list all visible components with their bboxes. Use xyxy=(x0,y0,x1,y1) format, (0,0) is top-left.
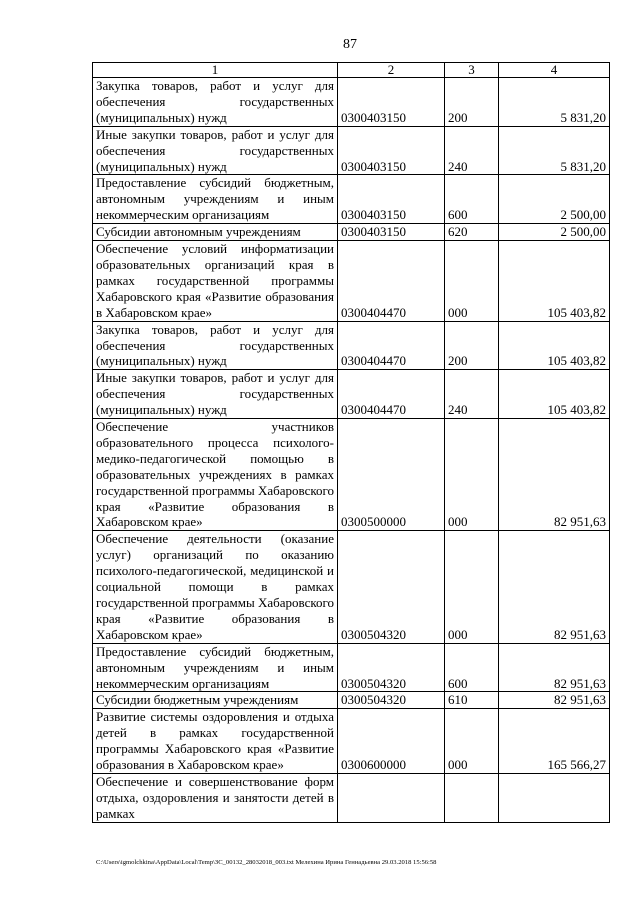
row-name-cell: Субсидии бюджетным учреждениям xyxy=(93,692,338,709)
table-row xyxy=(93,78,610,127)
table-row xyxy=(93,419,610,531)
row-amount-cell: 82 951,63 xyxy=(499,643,610,692)
row-code-cell: 0300504320 xyxy=(338,643,445,692)
row-name-cell: Развитие системы оздоровления и отдыха детей в рамках государственной программы Хабаровского края «Развитие образования в Хабаровском крае» xyxy=(93,709,338,774)
row-amount-cell: 105 403,82 xyxy=(499,321,610,370)
row-code-cell: 0300504320 xyxy=(338,531,445,643)
row-kind-cell xyxy=(445,773,499,822)
budget-table xyxy=(92,62,610,823)
row-amount-cell: 2 500,00 xyxy=(499,175,610,224)
row-code-cell: 0300600000 xyxy=(338,709,445,774)
row-amount-cell: 5 831,20 xyxy=(499,126,610,175)
table-row xyxy=(93,370,610,419)
row-kind-cell: 000 xyxy=(445,419,499,531)
row-kind-cell: 610 xyxy=(445,692,499,709)
table-row xyxy=(93,126,610,175)
row-amount-cell: 105 403,82 xyxy=(499,241,610,322)
row-code-cell: 0300500000 xyxy=(338,419,445,531)
row-name-cell: Предоставление субсидий бюджетным, автономным учреждениям и иным некоммерческим организациям xyxy=(93,643,338,692)
table-row xyxy=(93,692,610,709)
table-row xyxy=(93,321,610,370)
row-kind-cell: 240 xyxy=(445,126,499,175)
page-number: 87 xyxy=(343,37,357,52)
row-code-cell: 0300403150 xyxy=(338,175,445,224)
table-row xyxy=(93,241,610,322)
row-kind-cell: 620 xyxy=(445,224,499,241)
row-kind-cell: 240 xyxy=(445,370,499,419)
table-row xyxy=(93,643,610,692)
row-kind-cell: 600 xyxy=(445,643,499,692)
footer-file-path: C:\Users\igmolchkina\AppData\Local\Temp\ЗС_00132_28032018_003.txt Мелехина Ирина Геннадьевна 29.03.2018 15:56:58 xyxy=(96,859,437,866)
row-name-cell: Обеспечение деятельности (оказание услуг) организаций по оказанию психолого-педагогической, медицинской и социальной помощи в рамках государственной программы Хабаровского края «Развитие образования в Хабаровском крае» xyxy=(93,531,338,643)
row-amount-cell: 82 951,63 xyxy=(499,692,610,709)
row-code-cell: 0300404470 xyxy=(338,370,445,419)
row-name-cell: Субсидии автономным учреждениям xyxy=(93,224,338,241)
row-amount-cell: 5 831,20 xyxy=(499,78,610,127)
table-body xyxy=(93,78,610,823)
table-row xyxy=(93,709,610,774)
row-kind-cell: 200 xyxy=(445,321,499,370)
row-amount-cell: 105 403,82 xyxy=(499,370,610,419)
row-amount-cell xyxy=(499,773,610,822)
row-kind-cell: 200 xyxy=(445,78,499,127)
table-row xyxy=(93,175,610,224)
column-header-4: 4 xyxy=(499,63,610,78)
row-name-cell: Закупка товаров, работ и услуг для обеспечения государственных (муниципальных) нужд xyxy=(93,78,338,127)
row-code-cell: 0300404470 xyxy=(338,241,445,322)
column-header-2: 2 xyxy=(338,63,445,78)
column-header-3: 3 xyxy=(445,63,499,78)
row-name-cell: Иные закупки товаров, работ и услуг для обеспечения государственных (муниципальных) нужд xyxy=(93,370,338,419)
column-header-1: 1 xyxy=(93,63,338,78)
row-code-cell: 0300403150 xyxy=(338,78,445,127)
row-code-cell: 0300403150 xyxy=(338,126,445,175)
row-kind-cell: 000 xyxy=(445,241,499,322)
row-name-cell: Предоставление субсидий бюджетным, автономным учреждениям и иным некоммерческим организациям xyxy=(93,175,338,224)
row-amount-cell: 82 951,63 xyxy=(499,419,610,531)
row-kind-cell: 000 xyxy=(445,531,499,643)
row-amount-cell: 165 566,27 xyxy=(499,709,610,774)
row-name-cell: Обеспечение и совершенствование форм отдыха, оздоровления и занятости детей в рамках xyxy=(93,773,338,822)
row-code-cell: 0300403150 xyxy=(338,224,445,241)
row-amount-cell: 2 500,00 xyxy=(499,224,610,241)
table-row xyxy=(93,773,610,822)
row-code-cell: 0300404470 xyxy=(338,321,445,370)
table-header-row xyxy=(93,63,610,78)
row-name-cell: Обеспечение участников образовательного процесса психолого-медико-педагогической помощью в образовательных учреждениях в рамках государственной программы Хабаровского края «Развитие образования в Хабаровском крае» xyxy=(93,419,338,531)
row-name-cell: Закупка товаров, работ и услуг для обеспечения государственных (муниципальных) нужд xyxy=(93,321,338,370)
row-kind-cell: 000 xyxy=(445,709,499,774)
table-row xyxy=(93,224,610,241)
row-code-cell xyxy=(338,773,445,822)
row-kind-cell: 600 xyxy=(445,175,499,224)
row-name-cell: Иные закупки товаров, работ и услуг для обеспечения государственных (муниципальных) нужд xyxy=(93,126,338,175)
row-name-cell: Обеспечение условий информатизации образовательных организаций края в рамках государственной программы Хабаровского края «Развитие образования в Хабаровском крае» xyxy=(93,241,338,322)
row-code-cell: 0300504320 xyxy=(338,692,445,709)
row-amount-cell: 82 951,63 xyxy=(499,531,610,643)
table-row xyxy=(93,531,610,643)
